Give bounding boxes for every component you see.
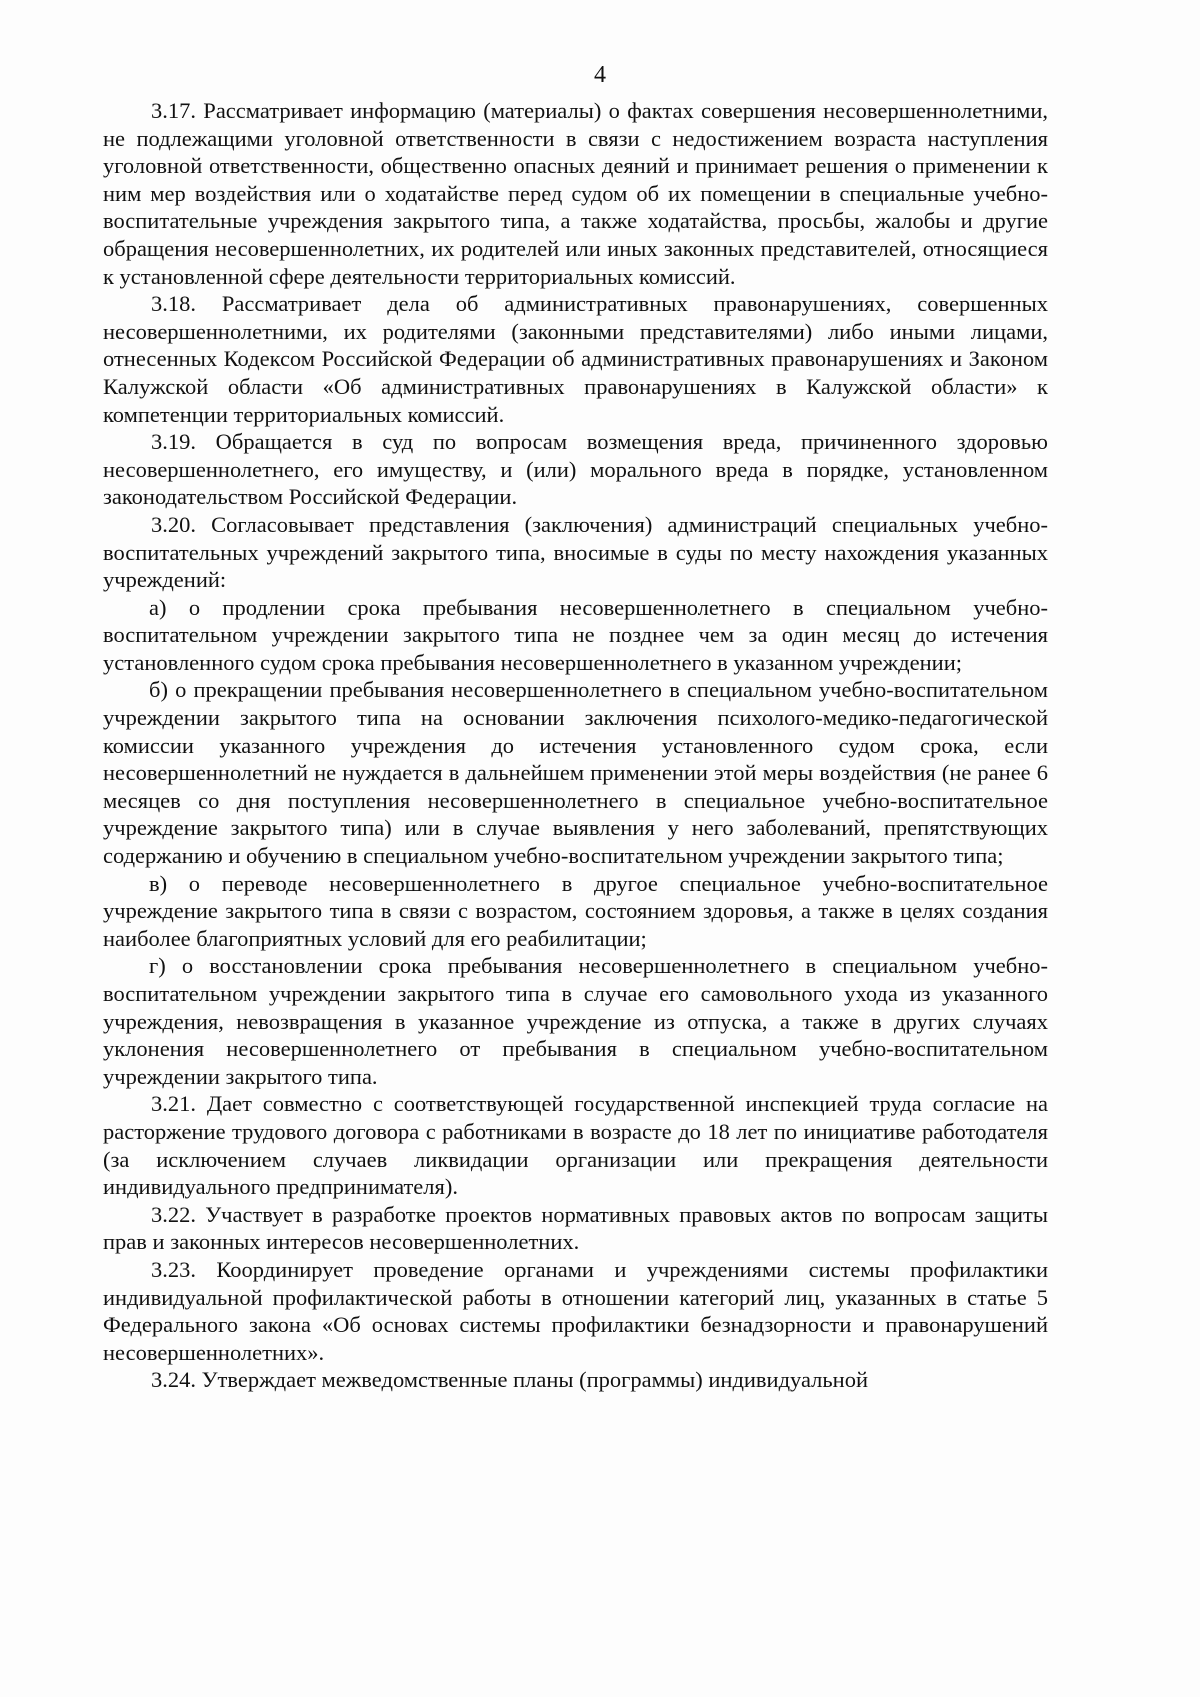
subparagraph-v: в) о переводе несовершеннолетнего в другое специальное учебно-воспитательное учреждение закрытого типа в связи с возрастом, состоянием здоровья, а также в целях создания наиболее благоприятных условий для его реабилитации; xyxy=(103,870,1048,951)
paragraph-3-22: 3.22. Участвует в разработке проектов нормативных правовых актов по вопросам защиты прав и законных интересов несовершеннолетних. xyxy=(103,1201,1048,1255)
paragraph-3-17: 3.17. Рассматривает информацию (материалы) о фактах совершения несовершеннолетними, не подлежащими уголовной ответственности в связи с недостижением возраста наступления уголовной ответственности, общественно опасных деяний и принимает решения о применении к ним мер воздействия или о ходатайстве перед судом об их помещении в специальные учебно-воспитательные учреждения закрытого типа, а также ходатайства, просьбы, жалобы и другие обращения несовершеннолетних, их родителей или иных законных представителей, относящиеся к установленной сфере деятельности территориальных комиссий. xyxy=(103,98,1048,289)
paragraph-3-21: 3.21. Дает совместно с соответствующей государственной инспекцией труда согласие на расторжение трудового договора с работниками в возрасте до 18 лет по инициативе работодателя (за исключением случаев ликвидации организации или прекращения деятельности индивидуального предпринимателя). xyxy=(103,1091,1048,1200)
paragraph-3-24: 3.24. Утверждает межведомственные планы (программы) индивидуальной xyxy=(151,1367,869,1393)
page-number: 4 xyxy=(594,62,606,88)
paragraph-3-19: 3.19. Обращается в суд по вопросам возмещения вреда, причиненного здоровью несовершеннолетнего, его имуществу, и (или) морального вреда в порядке, установленном законодательством Российской Федерации. xyxy=(103,429,1048,510)
paragraph-3-20: 3.20. Согласовывает представления (заключения) администраций специальных учебно-воспитательных учреждений закрытого типа, вносимые в суды по месту нахождения указанных учреждений: xyxy=(103,511,1048,593)
subparagraph-a: а) о продлении срока пребывания несовершеннолетнего в специальном учебно-воспитательном учреждении закрытого типа не позднее чем за один месяц до истечения установленного судом срока пребывания несовершеннолетнего в указанном учреждении; xyxy=(103,594,1048,675)
subparagraph-g: г) о восстановлении срока пребывания несовершеннолетнего в специальном учебно-воспитательном учреждении закрытого типа в случае его самовольного ухода из указанного учреждения, невозвращения в указанное учреждение из отпуска, а также в других случаях уклонения несовершеннолетнего от пребывания в специальном учебно-воспитательном учреждении закрытого типа. xyxy=(103,953,1048,1089)
document-body xyxy=(103,97,1048,1394)
paragraph-3-23: 3.23. Координирует проведение органами и учреждениями системы профилактики индивидуальной профилактической работы в отношении категорий лиц, указанных в статье 5 Федерального закона «Об основах системы профилактики безнадзорности и правонарушений несовершеннолетних». xyxy=(103,1256,1048,1365)
subparagraph-b: б) о прекращении пребывания несовершеннолетнего в специальном учебно-воспитательном учреждении закрытого типа на основании заключения психолого-медико-педагогической комиссии указанного учреждения до истечения установленного судом срока, если несовершеннолетний не нуждается в дальнейшем применении этой меры воздействия (не ранее 6 месяцев со дня поступления несовершеннолетнего в специальное учебно-воспитательное учреждение закрытого типа) или в случае выявления у него заболеваний, препятствующих содержанию и обучению в специальном учебно-воспитательном учреждении закрытого типа; xyxy=(103,677,1048,869)
paragraph-3-18: 3.18. Рассматривает дела об административных правонарушениях, совершенных несовершеннолетними, их родителями (законными представителями) либо иными лицами, отнесенных Кодексом Российской Федерации об административных правонарушениях и Законом Калужской области «Об административных правонарушениях в Калужской области» к компетенции территориальных комиссий. xyxy=(103,291,1048,427)
